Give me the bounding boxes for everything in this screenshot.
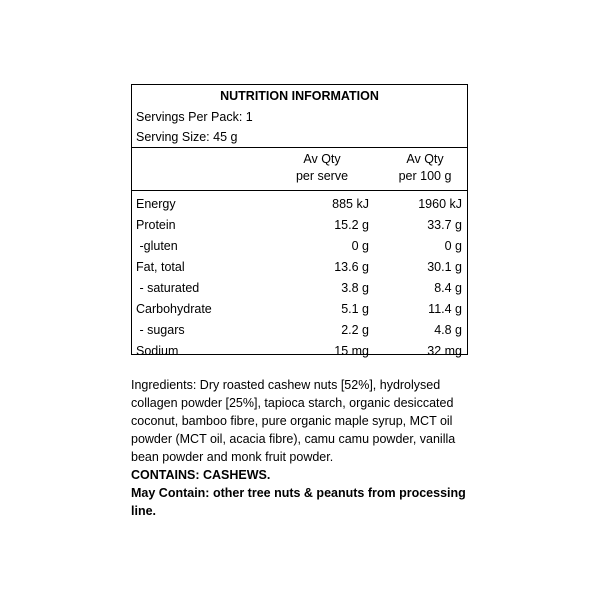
serving-size: Serving Size: 45 g [132,127,467,148]
nutrient-label: Protein [136,218,176,232]
panel-title: NUTRITION INFORMATION [220,89,379,103]
ingredients-text: Ingredients: Dry roasted cashew nuts [52%], hydrolysed collagen powder [25%], tapioca starch, organic desiccated coconut, bamboo fibre, pure organic maple syrup, MCT oil powder (MCT oil, acacia fibre), camu camu powder, vanilla bean powder and monk fruit powder. [131,378,456,464]
per-serve-value: 2.2 g [341,323,369,337]
table-row [132,341,467,362]
table-row [132,278,467,299]
per-serve-value: 3.8 g [341,281,369,295]
per-100g-value: 8.4 g [434,281,462,295]
nutrient-label: -gluten [136,239,178,253]
table-row [132,299,467,320]
per-100g-value: 32 mg [427,344,462,358]
table-row [132,194,467,215]
per-serve-value: 15 mg [334,344,369,358]
per-100g-value: 30.1 g [427,260,462,274]
per-serve-value: 15.2 g [334,218,369,232]
per-100g-header-line2: per 100 g [398,169,452,183]
per-100g-value: 33.7 g [427,218,462,232]
nutrient-label: - sugars [136,323,185,337]
may-contain-statement: May Contain: other tree nuts & peanuts from processing line. [131,486,466,518]
per-serve-header-line2: per serve [295,169,349,183]
per-100g-header [390,151,460,185]
table-row [132,257,467,278]
per-100g-value: 4.8 g [434,323,462,337]
table-row [132,236,467,257]
servings-per-pack: Servings Per Pack: 1 [136,110,253,124]
per-100g-value: 0 g [444,239,462,253]
ingredients-block [131,376,471,520]
per-serve-value: 5.1 g [341,302,369,316]
per-serve-value: 0 g [351,239,369,253]
nutrient-label: Carbohydrate [136,302,212,316]
contains-statement: CONTAINS: CASHEWS. [131,468,271,482]
per-100g-value: 1960 kJ [418,197,462,211]
per-100g-value: 11.4 g [428,302,462,316]
per-serve-value: 885 kJ [332,197,369,211]
nutrient-label: Energy [136,197,176,211]
nutrient-label: Sodium [136,344,179,358]
nutrient-label: - saturated [136,281,200,295]
per-100g-header-line1: Av Qty [406,152,444,166]
nutrient-rows [132,191,467,362]
nutrition-panel [131,84,468,358]
column-headers [132,148,467,191]
table-row [132,215,467,236]
per-serve-value: 13.6 g [334,260,369,274]
table-row [132,320,467,341]
per-serve-header [292,151,352,185]
nutrient-label: Fat, total [136,260,185,274]
per-serve-header-line1: Av Qty [303,152,341,166]
